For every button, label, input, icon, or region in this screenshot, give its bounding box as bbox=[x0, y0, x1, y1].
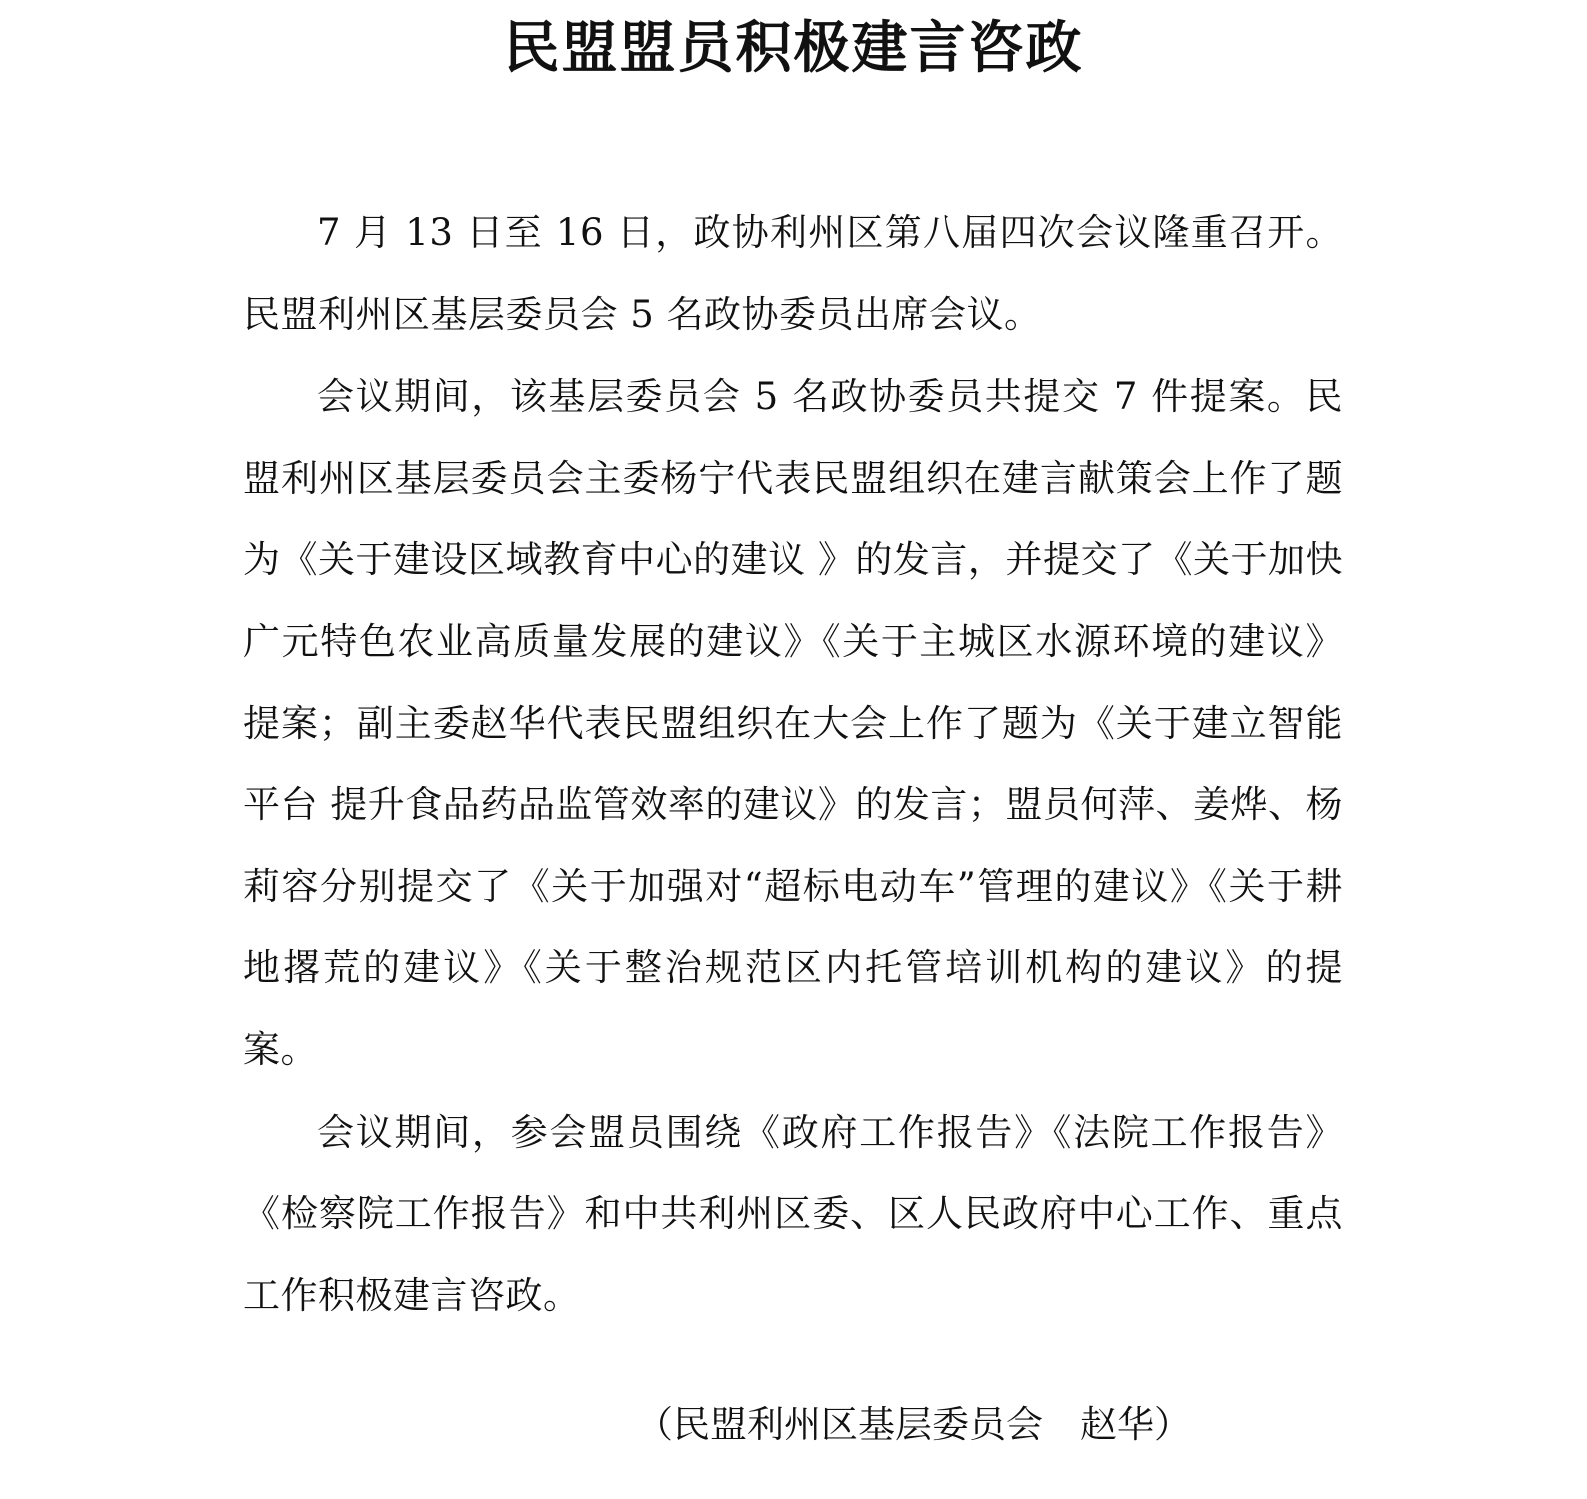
article-signature: （民盟利州区基层委员会 赵华） bbox=[636, 1403, 1191, 1446]
article-title: 民盟盟员积极建言咨政 bbox=[503, 15, 1084, 81]
paragraph-2: 会议期间，该基层委员会 5 名政协委员共提交 7 件提案。民盟利州区基层委员会主委杨宁代表民盟组织在建言献策会上作了题为《关于建设区域教育中心的建议 》的发言，并提交了《关于加快广元特色农业高质量发展的建议》《关于主城区水源环境的建议》提案；副主委赵华代表民盟组织在大会上作了题为《关于建立智能平台 提升食品药品监管效率的建议》的发言；盟员何萍、姜烨、杨莉容分别提交了《关于加强对“超标电动车”管理的建议》《关于耕地撂荒的建议》《关于整治规范区内托管培训机构的建议》的提案。 bbox=[243, 375, 1343, 1071]
article-body bbox=[243, 192, 1343, 1337]
paragraph-3: 会议期间，参会盟员围绕《政府工作报告》《法院工作报告》《检察院工作报告》和中共利州区委、区人民政府中心工作、重点工作积极建言咨政。 bbox=[243, 1110, 1343, 1317]
paragraph-1: 7 月 13 日至 16 日，政协利州区第八届四次会议隆重召开。民盟利州区基层委员会 5 名政协委员出席会议。 bbox=[243, 211, 1343, 336]
